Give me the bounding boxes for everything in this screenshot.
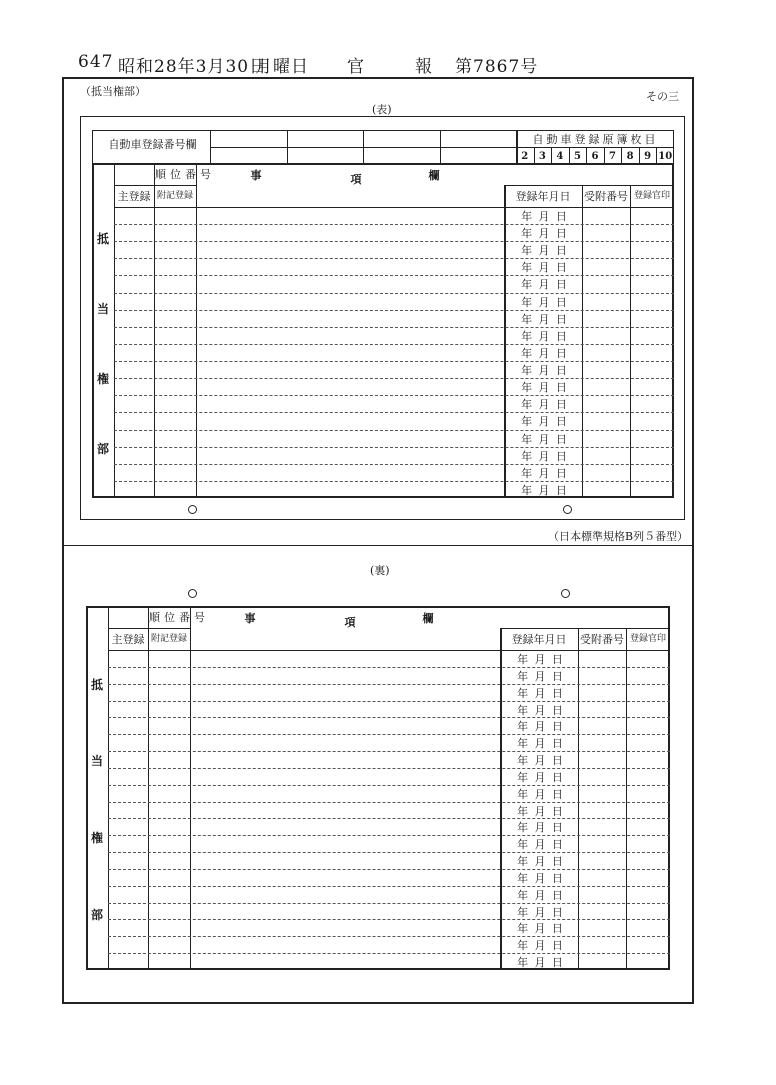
table-row [108, 751, 670, 752]
table-row [108, 802, 670, 803]
section-label: （抵当権部） [80, 85, 146, 98]
date-placeholder [514, 685, 566, 702]
date-year-label: 年 [517, 939, 529, 953]
issue-number: 第7867号 [455, 57, 539, 77]
date-day-label: 日 [551, 669, 563, 683]
publication-date: 昭和28年3月30日 [118, 57, 268, 77]
date-day-label: 日 [551, 720, 563, 734]
date-month-label: 月 [534, 737, 546, 751]
table-row [114, 378, 674, 379]
date-day-label: 日 [551, 821, 563, 835]
table-row [108, 835, 670, 836]
date-year-label: 年 [521, 381, 533, 395]
binding-hole [561, 589, 570, 598]
page-count-label: 自動車登録原簿枚目 [532, 132, 659, 146]
date-month-label: 月 [534, 821, 546, 835]
date-placeholder [518, 465, 570, 482]
date-day-label: 日 [555, 244, 567, 258]
date-year-label: 年 [521, 364, 533, 378]
date-month-label: 月 [534, 686, 546, 700]
date-day-label: 日 [555, 381, 567, 395]
table-row [114, 258, 674, 259]
date-year-label: 年 [521, 227, 533, 241]
date-placeholder [518, 345, 570, 362]
date-day-label: 日 [551, 686, 563, 700]
date-placeholder [514, 904, 566, 921]
table-row [108, 903, 670, 904]
registration-seal-header: 登録官印 [633, 190, 670, 201]
table-row [108, 818, 670, 819]
main-registration-header: 主登録 [117, 190, 151, 203]
date-year-label: 年 [521, 244, 533, 258]
date-month-label: 月 [538, 329, 550, 343]
table-row [108, 734, 670, 735]
date-placeholder [514, 920, 566, 937]
date-day-label: 日 [555, 415, 567, 429]
date-year-label: 年 [521, 261, 533, 275]
date-month-label: 月 [538, 244, 550, 258]
binding-hole [188, 589, 197, 598]
date-placeholder [514, 718, 566, 735]
page-count-cell: 3 [538, 150, 546, 162]
page-count-cell: 10 [658, 150, 673, 162]
sheet-label: その三 [646, 90, 679, 103]
date-year-label: 年 [521, 346, 533, 360]
vertical-title-char: 部 [97, 441, 110, 456]
table-row [108, 701, 670, 702]
date-day-label: 日 [555, 329, 567, 343]
sub-registration-header: 附記登録 [156, 190, 193, 201]
page-count-cell: 4 [556, 150, 564, 162]
date-day-label: 日 [551, 754, 563, 768]
date-month-label: 月 [534, 669, 546, 683]
date-year-label: 年 [517, 838, 529, 852]
date-month-label: 月 [534, 804, 546, 818]
table-row [108, 785, 670, 786]
date-month-label: 月 [538, 346, 550, 360]
date-placeholder [514, 752, 566, 769]
date-day-label: 日 [551, 737, 563, 751]
binding-hole [563, 505, 572, 514]
date-day-label: 日 [555, 210, 567, 223]
date-placeholder [514, 870, 566, 887]
date-placeholder [518, 225, 570, 242]
date-year-label: 年 [517, 703, 529, 717]
date-day-label: 日 [551, 939, 563, 953]
date-placeholder [514, 786, 566, 803]
matters-char-3: 欄 [422, 612, 434, 625]
date-year-label: 年 [517, 855, 529, 869]
date-placeholder [518, 311, 570, 328]
date-placeholder [518, 208, 570, 225]
table-row [114, 344, 674, 345]
table-row [114, 430, 674, 431]
date-year-label: 年 [517, 686, 529, 700]
date-month-label: 月 [534, 653, 546, 666]
page-number: 647 [78, 52, 114, 72]
date-month-label: 月 [534, 871, 546, 885]
date-day-label: 日 [551, 770, 563, 784]
date-day-label: 日 [551, 855, 563, 869]
date-placeholder [518, 482, 570, 499]
table-row [114, 241, 674, 242]
date-month-label: 月 [538, 295, 550, 309]
date-day-label: 日 [555, 483, 567, 497]
table-row [108, 919, 670, 920]
date-month-label: 月 [534, 905, 546, 919]
date-placeholder [514, 887, 566, 904]
date-month-label: 月 [538, 364, 550, 378]
matters-char-3: 欄 [428, 169, 440, 182]
date-year-label: 年 [521, 210, 533, 223]
date-placeholder [514, 668, 566, 685]
date-day-label: 日 [551, 653, 563, 666]
date-year-label: 年 [517, 720, 529, 734]
table-row [108, 667, 670, 668]
table-row [114, 447, 674, 448]
table-row [108, 684, 670, 685]
vertical-title-char: 抵 [97, 232, 110, 247]
register-table-frame [92, 163, 674, 498]
rank-number-header: 順位番号 [149, 611, 209, 624]
date-placeholder [518, 379, 570, 396]
registration-date-header: 登録年月日 [511, 633, 567, 646]
date-month-label: 月 [534, 770, 546, 784]
date-month-label: 月 [534, 888, 546, 902]
table-row [108, 953, 670, 954]
weekday: 月曜日 [255, 57, 309, 77]
date-day-label: 日 [555, 227, 567, 241]
table-row [114, 481, 674, 482]
date-month-label: 月 [538, 381, 550, 395]
date-year-label: 年 [521, 466, 533, 480]
matters-char-1: 事 [250, 169, 262, 182]
date-year-label: 年 [517, 653, 529, 666]
date-day-label: 日 [551, 787, 563, 801]
date-day-label: 日 [551, 888, 563, 902]
date-day-label: 日 [551, 804, 563, 818]
date-month-label: 月 [538, 398, 550, 412]
date-month-label: 月 [534, 838, 546, 852]
date-month-label: 月 [538, 483, 550, 497]
date-day-label: 日 [555, 466, 567, 480]
date-month-label: 月 [534, 855, 546, 869]
table-row [114, 310, 674, 311]
date-placeholder [518, 242, 570, 259]
table-row [114, 464, 674, 465]
page-count-cell: 2 [521, 150, 529, 162]
date-placeholder [514, 853, 566, 870]
date-placeholder [518, 328, 570, 345]
date-month-label: 月 [534, 754, 546, 768]
date-placeholder [518, 413, 570, 430]
vertical-title-char: 権 [97, 371, 110, 386]
date-year-label: 年 [517, 905, 529, 919]
date-day-label: 日 [551, 956, 563, 970]
date-day-label: 日 [551, 838, 563, 852]
date-month-label: 月 [538, 278, 550, 292]
vertical-title-char: 当 [97, 302, 110, 317]
date-year-label: 年 [521, 415, 533, 429]
date-year-label: 年 [517, 804, 529, 818]
table-row [108, 869, 670, 870]
date-month-label: 月 [534, 720, 546, 734]
table-row [108, 886, 670, 887]
registration-date-header: 登録年月日 [515, 190, 571, 203]
vertical-title-char: 抵 [91, 677, 104, 692]
date-placeholder [518, 276, 570, 293]
date-day-label: 日 [551, 871, 563, 885]
receipt-number-header: 受附番号 [580, 633, 624, 646]
date-day-label: 日 [555, 432, 567, 446]
registration-number-label: 自動車登録番号欄 [108, 137, 197, 151]
date-month-label: 月 [538, 261, 550, 275]
date-placeholder [514, 937, 566, 954]
date-month-label: 月 [538, 466, 550, 480]
table-row [114, 412, 674, 413]
date-placeholder [518, 294, 570, 311]
date-year-label: 年 [521, 278, 533, 292]
date-placeholder [514, 819, 566, 836]
table-row [108, 852, 670, 853]
date-day-label: 日 [551, 905, 563, 919]
date-placeholder [514, 769, 566, 786]
date-month-label: 月 [538, 415, 550, 429]
date-year-label: 年 [517, 754, 529, 768]
date-day-label: 日 [551, 703, 563, 717]
date-placeholder [514, 735, 566, 752]
date-year-label: 年 [521, 398, 533, 412]
date-placeholder [518, 362, 570, 379]
date-month-label: 月 [538, 227, 550, 241]
vertical-title-char: 部 [91, 908, 104, 922]
date-placeholder [514, 954, 566, 971]
date-day-label: 日 [555, 278, 567, 292]
date-day-label: 日 [555, 449, 567, 463]
date-placeholder [514, 836, 566, 853]
table-row [108, 768, 670, 769]
table-row [114, 361, 674, 362]
date-day-label: 日 [555, 398, 567, 412]
date-placeholder [514, 702, 566, 719]
date-placeholder [518, 448, 570, 465]
sub-registration-header: 附記登録 [150, 633, 187, 644]
date-placeholder [514, 651, 566, 668]
date-month-label: 月 [534, 922, 546, 936]
table-row [114, 275, 674, 276]
date-year-label: 年 [517, 787, 529, 801]
gazette-title-1: 官 [347, 57, 365, 77]
register-table-frame [86, 606, 670, 970]
date-month-label: 月 [534, 956, 546, 970]
table-row [114, 327, 674, 328]
matters-char-2: 項 [344, 616, 356, 629]
gazette-title-2: 報 [415, 57, 433, 77]
date-year-label: 年 [521, 483, 533, 497]
date-placeholder [518, 431, 570, 448]
date-month-label: 月 [534, 787, 546, 801]
date-year-label: 年 [517, 770, 529, 784]
date-year-label: 年 [517, 737, 529, 751]
matters-char-2: 項 [350, 173, 362, 186]
table-row [108, 936, 670, 937]
main-registration-header: 主登録 [111, 633, 145, 646]
date-month-label: 月 [538, 312, 550, 326]
date-month-label: 月 [538, 210, 550, 223]
date-year-label: 年 [521, 432, 533, 446]
vertical-title-char: 当 [91, 754, 104, 769]
page-count-cell: 8 [626, 150, 634, 162]
date-year-label: 年 [517, 821, 529, 835]
page-separator [64, 545, 692, 546]
date-day-label: 日 [555, 312, 567, 326]
standard-size-label: （日本標準規格B列５番型） [548, 530, 689, 543]
date-year-label: 年 [521, 295, 533, 309]
date-month-label: 月 [534, 939, 546, 953]
table-row [114, 293, 674, 294]
date-day-label: 日 [555, 261, 567, 275]
table-row [108, 717, 670, 718]
date-year-label: 年 [517, 922, 529, 936]
date-day-label: 日 [555, 346, 567, 360]
page-count-cell: 5 [573, 150, 581, 162]
date-month-label: 月 [538, 432, 550, 446]
date-year-label: 年 [517, 871, 529, 885]
table-row [114, 224, 674, 225]
front-side-label: (表) [372, 103, 392, 116]
back-side-label: (裏) [370, 564, 390, 577]
binding-hole [188, 505, 197, 514]
date-year-label: 年 [521, 449, 533, 463]
page-count-cell: 6 [591, 150, 599, 162]
date-month-label: 月 [538, 449, 550, 463]
registration-seal-header: 登録官印 [629, 633, 666, 644]
date-placeholder [514, 803, 566, 820]
date-year-label: 年 [521, 329, 533, 343]
date-month-label: 月 [534, 703, 546, 717]
vertical-title-char: 権 [91, 831, 104, 846]
matters-char-1: 事 [244, 612, 256, 625]
receipt-number-header: 受附番号 [584, 190, 628, 203]
date-day-label: 日 [555, 364, 567, 378]
rank-number-header: 順位番号 [155, 168, 215, 181]
date-day-label: 日 [551, 922, 563, 936]
date-day-label: 日 [555, 295, 567, 309]
date-year-label: 年 [517, 956, 529, 970]
date-year-label: 年 [521, 312, 533, 326]
date-placeholder [518, 259, 570, 276]
date-placeholder [518, 396, 570, 413]
date-year-label: 年 [517, 669, 529, 683]
table-row [114, 395, 674, 396]
page-count-cell: 7 [609, 150, 617, 162]
page-count-cell: 9 [644, 150, 652, 162]
date-year-label: 年 [517, 888, 529, 902]
